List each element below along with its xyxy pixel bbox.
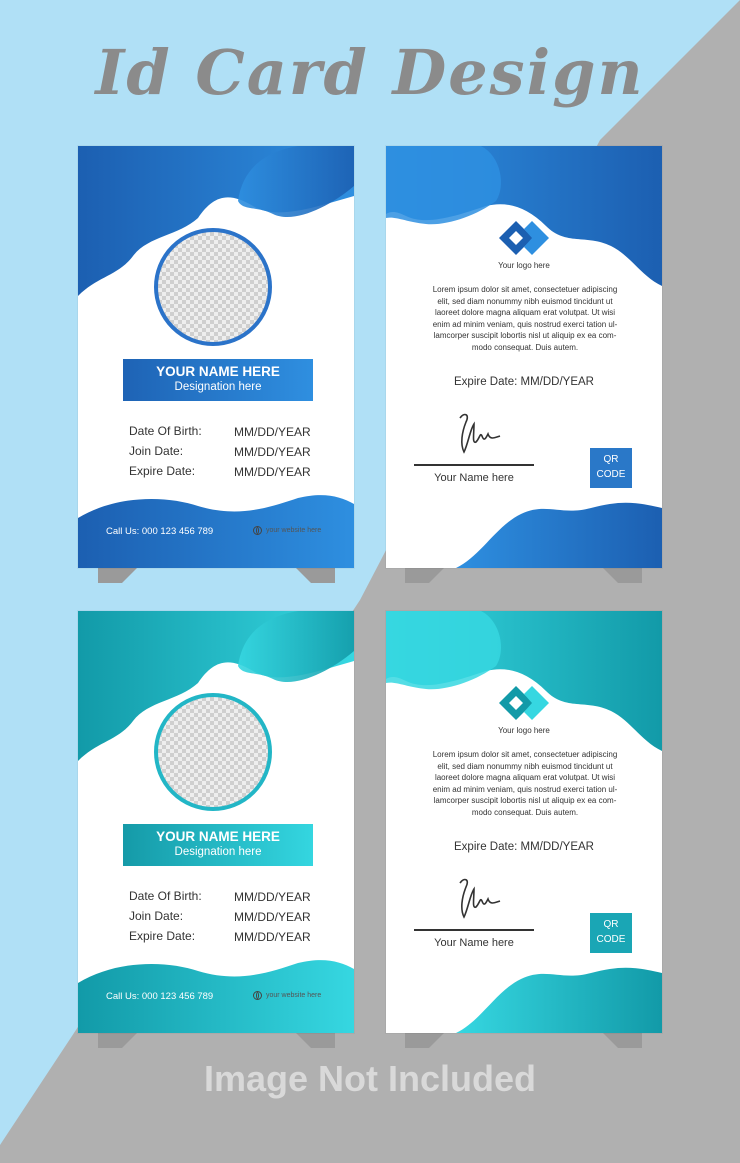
card-wave-decoration: [386, 146, 662, 568]
footer-note: Image Not Included: [203, 1058, 537, 1099]
lorem-text: [414, 284, 636, 353]
lorem-line: enim ad minim veniam, quis nostrud exerci tation ul-: [432, 784, 618, 794]
qr-label: CODE: [596, 934, 626, 945]
lorem-text: [414, 749, 636, 818]
expire-date: Expire Date: MM/DD/YEAR: [454, 841, 594, 853]
back-card-blue: [386, 146, 662, 568]
name-banner: [123, 824, 313, 866]
signature-line: [414, 464, 534, 466]
dob-value: MM/DD/YEAR: [234, 890, 311, 904]
front-card-teal: [78, 611, 354, 1033]
qr-label: QR: [603, 454, 619, 465]
signature-line: [414, 929, 534, 931]
dob-label: Date Of Birth:: [129, 889, 202, 903]
lorem-line: lamcorper suscipit lobortis nisl ut aliquip ex ea com-: [433, 331, 617, 340]
lorem-line: modo consequat. Duis autem.: [471, 807, 579, 817]
call-us: Call Us: 000 123 456 789: [106, 526, 214, 537]
lorem-line: elit, sed diam nonummy nibh euismod tincidunt ut: [437, 761, 613, 771]
website: [253, 991, 321, 1000]
designation: Designation here: [174, 381, 262, 393]
signature-name: Your Name here: [434, 937, 514, 949]
expire-value: MM/DD/YEAR: [234, 930, 311, 944]
logo-text: Your logo here: [498, 261, 550, 270]
signature-icon: [454, 873, 504, 921]
globe-icon: [253, 526, 262, 535]
back-card-teal: [386, 611, 662, 1033]
lorem-line: laoreet dolore magna aliquam erat volutpat. Ut wisi: [434, 773, 616, 782]
card-wave-decoration: [78, 146, 354, 568]
website-text: your website here: [266, 527, 322, 534]
lorem-line: modo consequat. Duis autem.: [471, 342, 579, 352]
name-banner: [123, 359, 313, 401]
join-label: Join Date:: [129, 444, 184, 458]
qr-code: [590, 913, 632, 953]
qr-label: QR: [603, 919, 619, 930]
card-wave-decoration: [78, 611, 354, 1033]
designation: Designation here: [174, 846, 262, 858]
globe-icon: [253, 991, 262, 1000]
lorem-line: enim ad minim veniam, quis nostrud exerci tation ul-: [432, 319, 618, 329]
signature-icon: [454, 408, 504, 456]
lorem-line: lamcorper suscipit lobortis nisl ut aliquip ex ea com-: [433, 796, 617, 805]
lorem-line: elit, sed diam nonummy nibh euismod tincidunt ut: [437, 296, 613, 306]
photo-placeholder: [154, 693, 272, 811]
call-us: Call Us: 000 123 456 789: [106, 991, 214, 1002]
photo-placeholder: [154, 228, 272, 346]
logo-text: Your logo here: [498, 726, 550, 735]
qr-label: CODE: [596, 469, 626, 480]
website: [253, 526, 321, 535]
join-value: MM/DD/YEAR: [234, 445, 311, 459]
expire-label: Expire Date:: [129, 464, 196, 478]
lorem-line: laoreet dolore magna aliquam erat volutpat. Ut wisi: [434, 308, 616, 317]
signature-name: Your Name here: [434, 472, 514, 484]
front-card-blue: [78, 146, 354, 568]
join-label: Join Date:: [129, 909, 184, 923]
website-text: your website here: [266, 992, 322, 999]
lorem-line: Lorem ipsum dolor sit amet, consectetuer adipiscing: [432, 285, 618, 294]
dob-value: MM/DD/YEAR: [234, 425, 311, 439]
qr-code: [590, 448, 632, 488]
join-value: MM/DD/YEAR: [234, 910, 311, 924]
diamond-logo-icon: [499, 686, 549, 720]
expire-value: MM/DD/YEAR: [234, 465, 311, 479]
card-wave-decoration: [386, 611, 662, 1033]
page-title: Id Card Design: [95, 36, 645, 109]
holder-name: YOUR NAME HERE: [156, 829, 280, 844]
expire-label: Expire Date:: [129, 929, 196, 943]
holder-name: YOUR NAME HERE: [156, 364, 280, 379]
dob-label: Date Of Birth:: [129, 424, 202, 438]
expire-date: Expire Date: MM/DD/YEAR: [454, 376, 594, 388]
diamond-logo-icon: [499, 221, 549, 255]
lorem-line: Lorem ipsum dolor sit amet, consectetuer adipiscing: [432, 750, 618, 759]
